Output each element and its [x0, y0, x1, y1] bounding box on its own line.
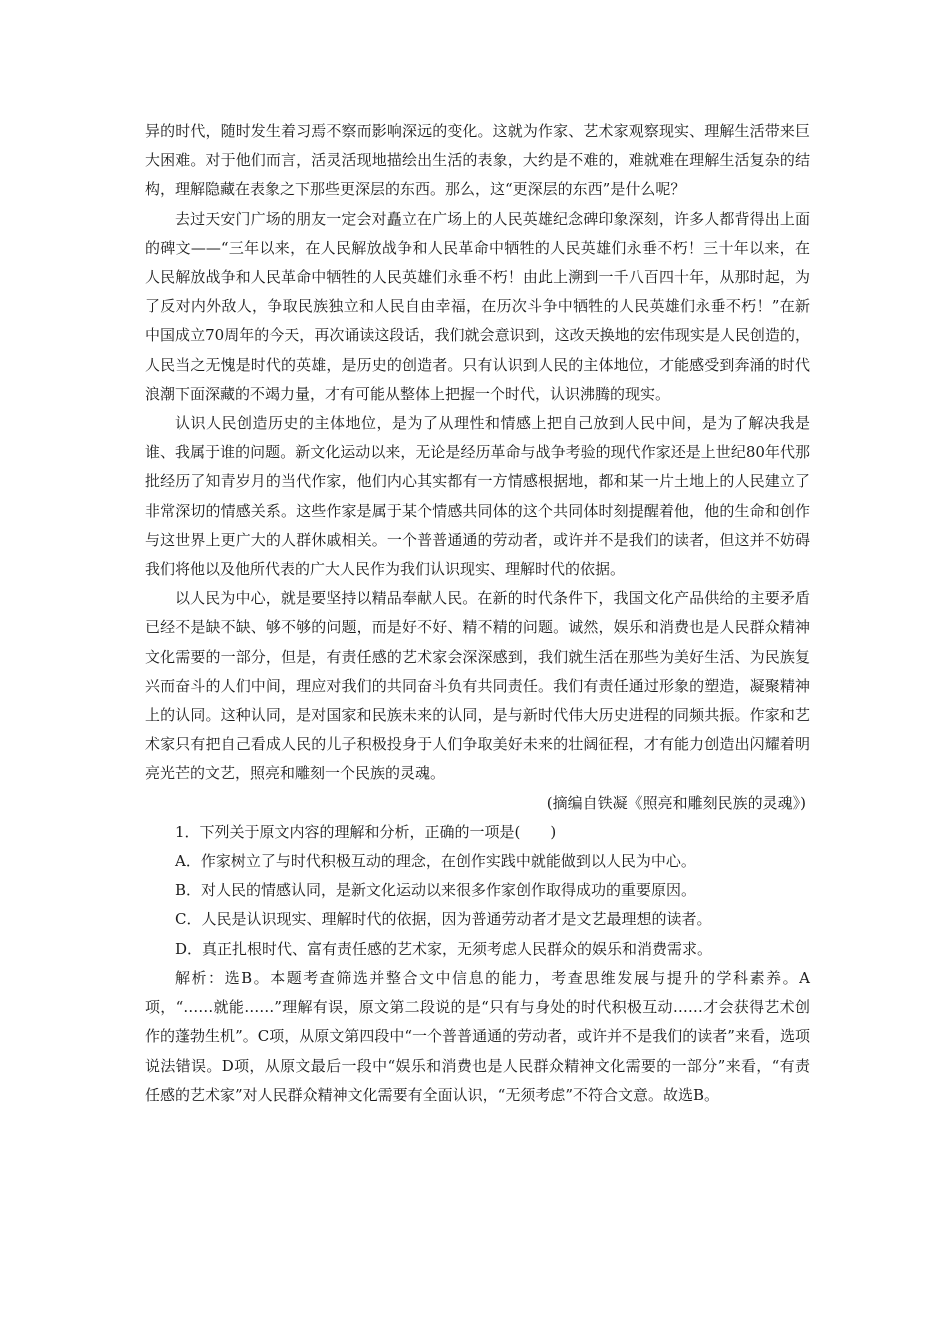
- article-paragraph-1: 异的时代，随时发生着习焉不察而影响深远的变化。这就为作家、艺术家观察现实、理解生活带来巨大困难。对于他们而言，活灵活现地描绘出生活的表象，大约是不难的，难就难在理解生活复杂的结构，理解隐藏在表象之下那些更深层的东西。那么，这“更深层的东西”是什么呢？: [145, 122, 810, 199]
- document-page: [145, 117, 810, 1110]
- question-analysis: 解析：选B。本题考查筛选并整合文中信息的能力，考查思维发展与提升的学科素养。A项，“……就能……”理解有误，原文第二段说的是“只有与身处的时代积极互动……才会获得艺术创作的蓬勃生机”。C项，从原文第四段中“一个普普通通的劳动者，或许并不是我们的读者”来看，选项说法错误。D项，从原文最后一段中“娱乐和消费也是人民群众精神文化需要的一部分”来看，“有责任感的艺术家”对人民群众精神文化需要有全面认识，“无须考虑”不符合文意。故选B。: [145, 968, 810, 1104]
- article-paragraph-3: 认识人民创造历史的主体地位，是为了从理性和情感上把自己放到人民中间，是为了解决我是谁、我属于谁的问题。新文化运动以来，无论是经历革命与战争考验的现代作家还是上世纪80年代那批经历了知青岁月的当代作家，他们内心其实都有一方情感根据地，都和某一片土地上的人民建立了非常深切的情感关系。这些作家是属于某个情感共同体的这个共同体时刻提醒着他，他的生命和创作与这世界上更广大的人群休戚相关。一个普普通通的劳动者，或许并不是我们的读者，但这并不妨碍我们将他以及他所代表的广大人民作为我们认识现实、理解时代的依据。: [145, 414, 810, 579]
- article-paragraph-2: 去过天安门广场的朋友一定会对矗立在广场上的人民英雄纪念碑印象深刻，许多人都背得出上面的碑文——“三年以来，在人民解放战争和人民革命中牺牲的人民英雄们永垂不朽！三十年以来，在人民解放战争和人民革命中牺牲的人民英雄们永垂不朽！由此上溯到一千八百四十年，从那时起，为了反对内外敌人，争取民族独立和人民自由幸福，在历次斗争中牺牲的人民英雄们永垂不朽！”在新中国成立70周年的今天，再次诵读这段话，我们就会意识到，这改天换地的宏伟现实是人民创造的，人民当之无愧是时代的英雄，是历史的创造者。只有认识到人民的主体地位，才能感受到奔涌的时代浪潮下面深藏的不竭力量，才有可能从整体上把握一个时代，认识沸腾的现实。: [145, 209, 810, 403]
- article-source: (摘编自铁凝《照亮和雕刻民族的灵魂》): [546, 793, 806, 812]
- article-paragraph-4: 以人民为中心，就是要坚持以精品奉献人民。在新的时代条件下，我国文化产品供给的主要矛盾已经不是缺不缺、够不够的问题，而是好不好、精不精的问题。诚然，娱乐和消费也是人民群众精神文化需要的一部分，但是，有责任感的艺术家会深深感到，我们就生活在那些为美好生活、为民族复兴而奋斗的人们中间，理应对我们的共同奋斗负有共同责任。我们有责任通过形象的塑造，凝聚精神上的认同。这种认同，是对国家和民族未来的认同，是与新时代伟大历史进程的同频共振。作家和艺术家只有把自己看成人民的儿子积极投身于人们争取美好未来的壮阔征程，才有能力创造出闪耀着明亮光芒的文艺，照亮和雕刻一个民族的灵魂。: [145, 589, 810, 783]
- question-option-d: D．真正扎根时代、富有责任感的艺术家，无须考虑人民群众的娱乐和消费需求。: [175, 939, 713, 958]
- question-option-b: B．对人民的情感认同，是新文化运动以来很多作家创作取得成功的重要原因。: [175, 881, 697, 900]
- question-option-a: A．作家树立了与时代积极互动的理念，在创作实践中就能做到以人民为中心。: [175, 852, 696, 871]
- question-stem: 1．下列关于原文内容的理解和分析，正确的一项是( ): [175, 822, 557, 841]
- question-option-c: C．人民是认识现实、理解时代的依据，因为普通劳动者才是文艺最理想的读者。: [175, 910, 712, 929]
